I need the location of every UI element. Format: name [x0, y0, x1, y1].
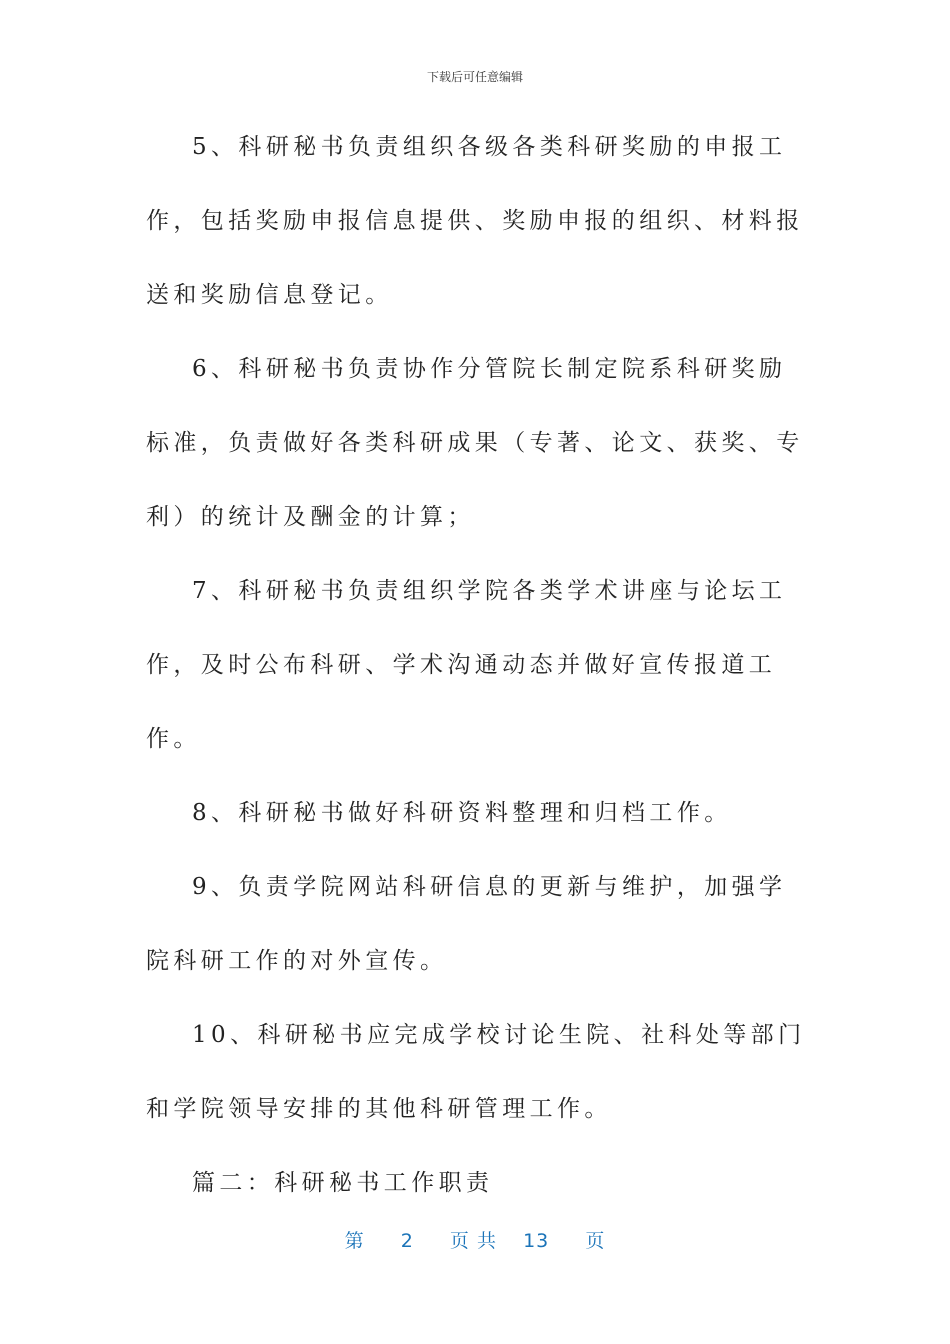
paragraph-item-10: 10、科研秘书应完成学校讨论生院、社科处等部门和学院领导安排的其他科研管理工作。 — [146, 1022, 806, 1122]
document-body — [146, 110, 811, 1220]
paragraph-item-8: 8、科研秘书做好科研资料整理和归档工作。 — [192, 800, 732, 826]
paragraph-item-5: 5、科研秘书负责组织各级各类科研奖励的申报工作，包括奖励申报信息提供、奖励申报的组织、材料报送和奖励信息登记。 — [146, 134, 804, 308]
paragraph-item-7: 7、科研秘书负责组织学院各类学术讲座与论坛工作，及时公布科研、学术沟通动态并做好宣传报道工作。 — [146, 578, 787, 752]
page-number: 2 — [400, 1230, 414, 1252]
page-footer — [0, 1226, 950, 1253]
paragraph-item-6: 6、科研秘书负责协作分管院长制定院系科研奖励标准，负责做好各类科研成果（专著、论文、获奖、专利）的统计及酬金的计算； — [146, 356, 804, 530]
page-mid-label: 页 共 — [449, 1230, 497, 1252]
page-prefix: 第 — [344, 1230, 365, 1252]
paragraph-item-9: 9、负责学院网站科研信息的更新与维护，加强学院科研工作的对外宣传。 — [146, 874, 787, 974]
page-suffix: 页 — [585, 1230, 606, 1252]
document-header-note: 下载后可任意编辑 — [426, 70, 523, 84]
section-heading: 篇二：科研秘书工作职责 — [192, 1170, 494, 1196]
page-total: 13 — [523, 1230, 550, 1252]
